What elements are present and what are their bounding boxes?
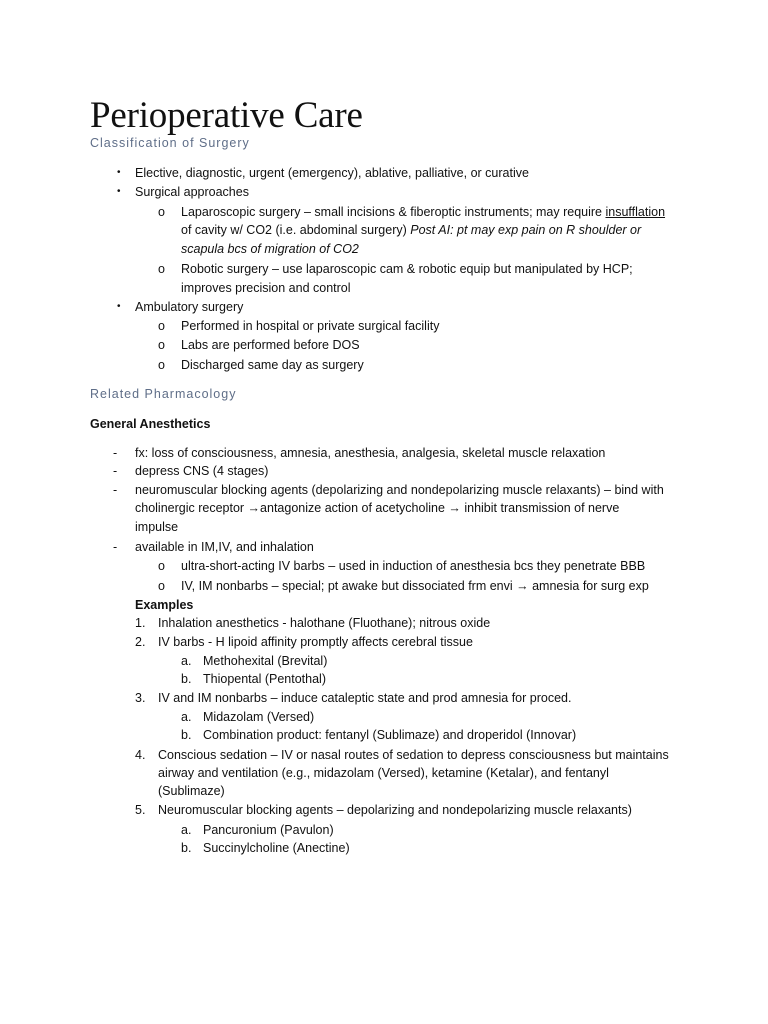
list-item: Elective, diagnostic, urgent (emergency), ablative, palliative, or curative (135, 166, 529, 180)
list-item: fx: loss of consciousness, amnesia, anesthesia, analgesia, skeletal muscle relaxation (135, 446, 606, 460)
list-item: Ambulatory surgery (135, 300, 244, 314)
dash-marker: - (113, 540, 118, 554)
list-item: Performed in hospital or private surgical facility (181, 319, 440, 333)
list-item: Neuromuscular blocking agents – depolarizing and nondepolarizing muscle relaxants) (158, 803, 632, 817)
circle-marker: o (158, 559, 165, 573)
bullet-marker: • (117, 167, 121, 178)
subheading-general-anesthetics: General Anesthetics (90, 417, 211, 431)
circle-marker: o (158, 338, 165, 352)
bullet-marker: • (117, 186, 121, 197)
list-number: 2. (135, 635, 146, 649)
examples-heading: Examples (135, 598, 194, 612)
list-item: IV, IM nonbarbs – special; pt awake but dissociated frm envi → amnesia for surg exp (181, 579, 649, 593)
list-item-continuation: improves precision and control (181, 281, 351, 295)
list-item-robotic: Robotic surgery – use laparoscopic cam & robotic equip but manipulated by HCP; (181, 262, 633, 276)
list-item: Surgical approaches (135, 185, 249, 199)
bullet-marker: • (117, 301, 121, 312)
list-item: Labs are performed before DOS (181, 338, 360, 352)
section-heading-pharmacology: Related Pharmacology (90, 387, 237, 401)
list-number: 5. (135, 803, 146, 817)
list-item: Inhalation anesthetics - halothane (Fluothane); nitrous oxide (158, 616, 491, 630)
list-item: Methohexital (Brevital) (203, 654, 328, 668)
list-item: available in IM,IV, and inhalation (135, 540, 314, 554)
section-heading-classification: Classification of Surgery (90, 136, 250, 150)
list-letter: a. (181, 654, 192, 668)
circle-marker: o (158, 579, 165, 593)
list-item-continuation: of cavity w/ CO2 (i.e. abdominal surgery) Post AI: pt may exp pain on R shoulder or (181, 223, 642, 237)
list-item: Conscious sedation – IV or nasal routes of sedation to depress consciousness but maintains (158, 748, 669, 762)
circle-marker: o (158, 262, 165, 276)
list-item-continuation: airway and ventilation (e.g., midazolam (Versed), ketamine (Ketalar), and fentanyl (158, 766, 609, 780)
circle-marker: o (158, 205, 165, 219)
list-number: 4. (135, 748, 146, 762)
list-letter: a. (181, 710, 192, 724)
list-item: Midazolam (Versed) (203, 710, 315, 724)
page-title: Perioperative Care (90, 95, 363, 136)
list-item-continuation: (Sublimaze) (158, 784, 225, 798)
list-letter: a. (181, 823, 192, 837)
circle-marker: o (158, 319, 165, 333)
dash-marker: - (113, 464, 118, 478)
list-item-continuation: impulse (135, 520, 179, 534)
dash-marker: - (113, 446, 118, 460)
list-item: IV barbs - H lipoid affinity promptly affects cerebral tissue (158, 635, 473, 649)
list-letter: b. (181, 672, 192, 686)
list-item: neuromuscular blocking agents (depolarizing and nondepolarizing muscle relaxants) – bind with (135, 483, 664, 497)
circle-marker: o (158, 358, 165, 372)
list-number: 3. (135, 691, 146, 705)
list-item-continuation: scapula bcs of migration of CO2 (181, 242, 359, 256)
list-item: Thiopental (Pentothal) (203, 672, 326, 686)
list-item: Combination product: fentanyl (Sublimaze) and droperidol (Innovar) (203, 728, 577, 742)
list-item: ultra-short-acting IV barbs – used in induction of anesthesia bcs they penetrate BBB (181, 559, 646, 573)
list-item-continuation: cholinergic receptor →antagonize action of acetycholine → inhibit transmission of nerve (135, 501, 620, 515)
list-item: Succinylcholine (Anectine) (203, 841, 350, 855)
list-item: depress CNS (4 stages) (135, 464, 269, 478)
list-item: IV and IM nonbarbs – induce cataleptic state and prod amnesia for proced. (158, 691, 572, 705)
list-letter: b. (181, 728, 192, 742)
list-item: Discharged same day as surgery (181, 358, 364, 372)
list-letter: b. (181, 841, 192, 855)
list-number: 1. (135, 616, 146, 630)
dash-marker: - (113, 483, 118, 497)
list-item: Pancuronium (Pavulon) (203, 823, 334, 837)
list-item-laparoscopic: Laparoscopic surgery – small incisions & fiberoptic instruments; may require insufflation (181, 205, 666, 219)
